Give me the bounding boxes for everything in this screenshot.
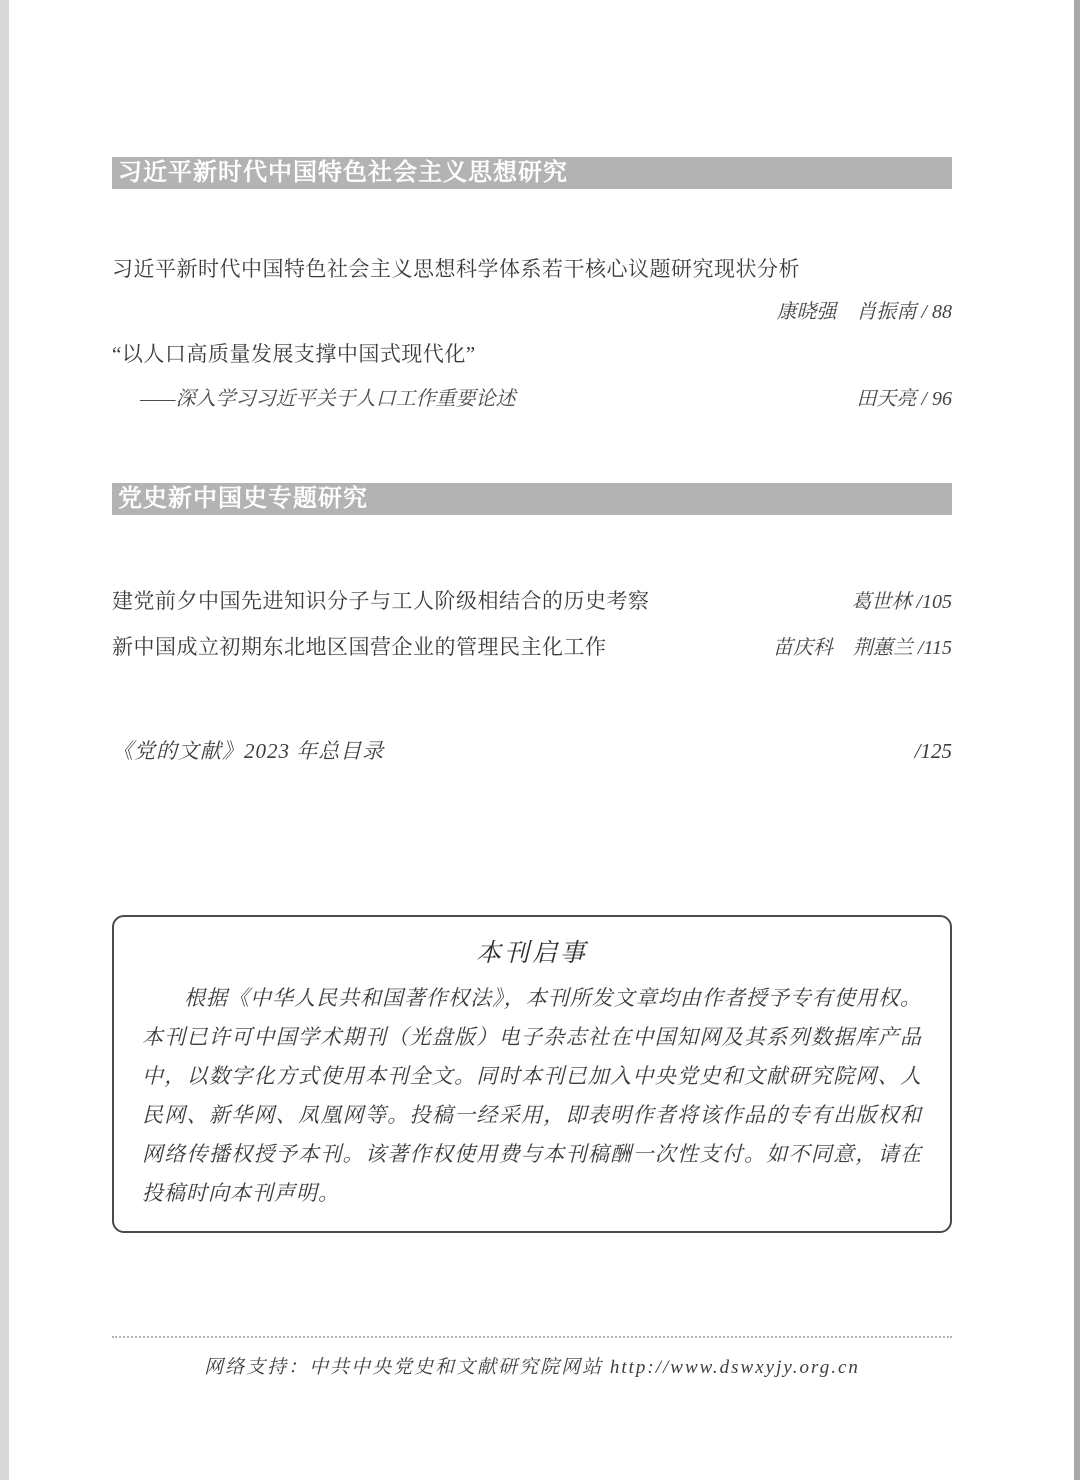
article-authors-page: 田天亮 / 96 <box>856 388 952 410</box>
article-title: 新中国成立初期东北地区国营企业的管理民主化工作 <box>112 635 607 659</box>
article-subtitle-row <box>112 382 952 411</box>
notice-title: 本刊启事 <box>475 940 588 967</box>
section-header-party-history: 党史新中国史专题研究 <box>112 483 952 515</box>
article-title: 习近平新时代中国特色社会主义思想科学体系若干核心议题研究现状分析 <box>112 257 800 281</box>
annual-catalog-page: /125 <box>914 739 952 763</box>
notice-body: 根据《中华人民共和国著作权法》，本刊所发文章均由作者授予专有使用权。本刊已许可中国学术期刊（光盘版）电子杂志社在中国知网及其系列数据库产品中，以数字化方式使用本刊全文。同时本刊已加入中央党史和文献研究院网、人民网、新华网、凤凰网等。投稿一经采用，即表明作者将该作品的专有出版权和网络传播权授予本刊。该著作权使用费与本刊稿酬一次性支付。如不同意，请在投稿时向本刊声明。 <box>142 986 922 1205</box>
article-authors-page: 康晓强 肖振南 / 88 <box>776 301 952 323</box>
article-title: 建党前夕中国先进知识分子与工人阶级相结合的历史考察 <box>112 589 650 613</box>
toc-content <box>112 0 952 1233</box>
scan-edge-left <box>0 0 9 1480</box>
article-row <box>112 631 952 661</box>
page-footer <box>112 1336 952 1379</box>
article-authors-page: 苗庆科 荆蕙兰 /115 <box>772 637 952 659</box>
scan-edge-right <box>1074 0 1080 1480</box>
journal-notice-box <box>112 915 952 1233</box>
article-authors-page: 葛世林 /105 <box>851 591 952 613</box>
section-header-xi-thought: 习近平新时代中国特色社会主义思想研究 <box>112 157 952 189</box>
footer-support-text: 网络支持：中共中央党史和文献研究院网站 http://www.dswxyjy.org.cn <box>204 1357 860 1378</box>
annual-catalog-title: 《党的文献》2023 年总目录 <box>112 739 385 763</box>
article-row <box>112 585 952 615</box>
article-subtitle: ——深入学习习近平关于人口工作重要论述 <box>140 388 516 410</box>
article-title: “以人口高质量发展支撑中国式现代化” <box>112 342 476 366</box>
annual-catalog-row <box>112 735 952 765</box>
footer-dotted-divider <box>112 1336 952 1338</box>
